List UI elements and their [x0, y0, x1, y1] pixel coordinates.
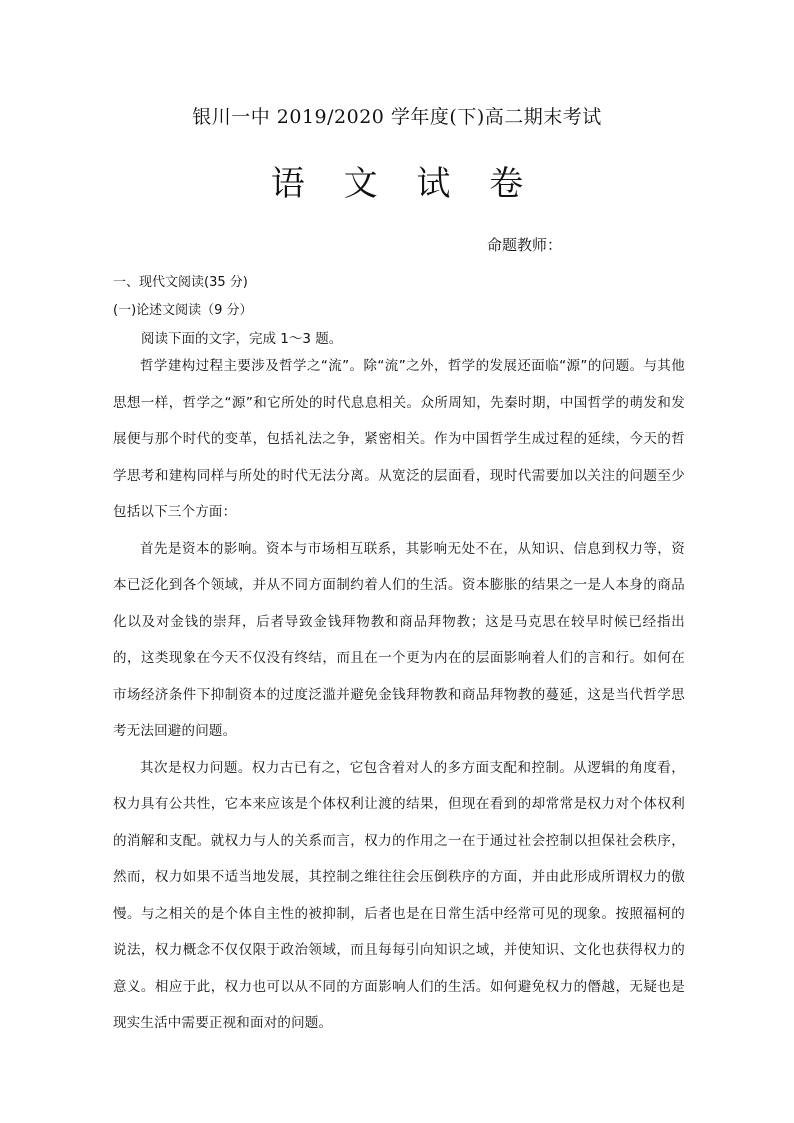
reading-passage: [113, 348, 685, 1042]
exam-header: 银川一中 2019/2020 学年度(下)高二期末考试: [192, 106, 602, 128]
subject-title: 语 文 试 卷: [270, 164, 538, 204]
teacher-label: 命题教师：: [487, 236, 563, 254]
passage-paragraph-2: 首先是资本的影响。资本与市场相互联系，其影响无处不在，从知识、信息到权力等，资本已泛化到各个领域，并从不同方面制约着人们的生活。资本膨胀的结果之一是人本身的商品化以及对金钱的崇拜，后者导致金钱拜物教和商品拜物教；这是马克思在较早时候已经指出的，这类现象在今天不仅没有终结，而且在一个更为内在的层面影响着人们的言和行。如何在市场经济条件下抑制资本的过度泛滥并避免金钱拜物教和商品拜物教的蔓延，这是当代哲学思考无法回避的问题。: [113, 540, 685, 739]
reading-instruction: 阅读下面的文字，完成 1～3 题。: [141, 331, 343, 347]
passage-paragraph-1: 哲学建构过程主要涉及哲学之“流”。除“流”之外，哲学的发展还面临“源”的问题。与其他思想一样，哲学之“源”和它所处的时代息息相关。众所周知，先秦时期，中国哲学的萌发和发展便与那个时代的变革，包括礼法之争，紧密相关。作为中国哲学生成过程的延续，今天的哲学思考和建构同样与所处的时代无法分离。从宽泛的层面看，现时代需要加以关注的问题至少包括以下三个方面：: [113, 358, 685, 520]
section-heading-part-one: 一、现代文阅读(35 分): [113, 275, 248, 290]
passage-paragraph-3: 其次是权力问题。权力古已有之，它包含着对人的多方面支配和控制。从逻辑的角度看，权力具有公共性，它本来应该是个体权利让渡的结果，但现在看到的却常常是权力对个体权利的消解和支配。就权力与人的关系而言，权力的作用之一在于通过社会控制以担保社会秩序，然而，权力如果不适当地发展，其控制之维往往会压倒秩序的方面，并由此形成所谓权力的傲慢。与之相关的是个体自主性的被抑制，后者也是在日常生活中经常可见的现象。按照福柯的说法，权力概念不仅仅限于政治领域，而且每每引向知识之域，并使知识、文化也获得权力的意义。相应于此，权力也可以从不同的方面影响人们的生活。如何避免权力的僭越，无疑也是现实生活中需要正视和面对的问题。: [113, 759, 685, 1031]
section-heading-reading: (一)论述文阅读（9 分）: [113, 303, 253, 318]
